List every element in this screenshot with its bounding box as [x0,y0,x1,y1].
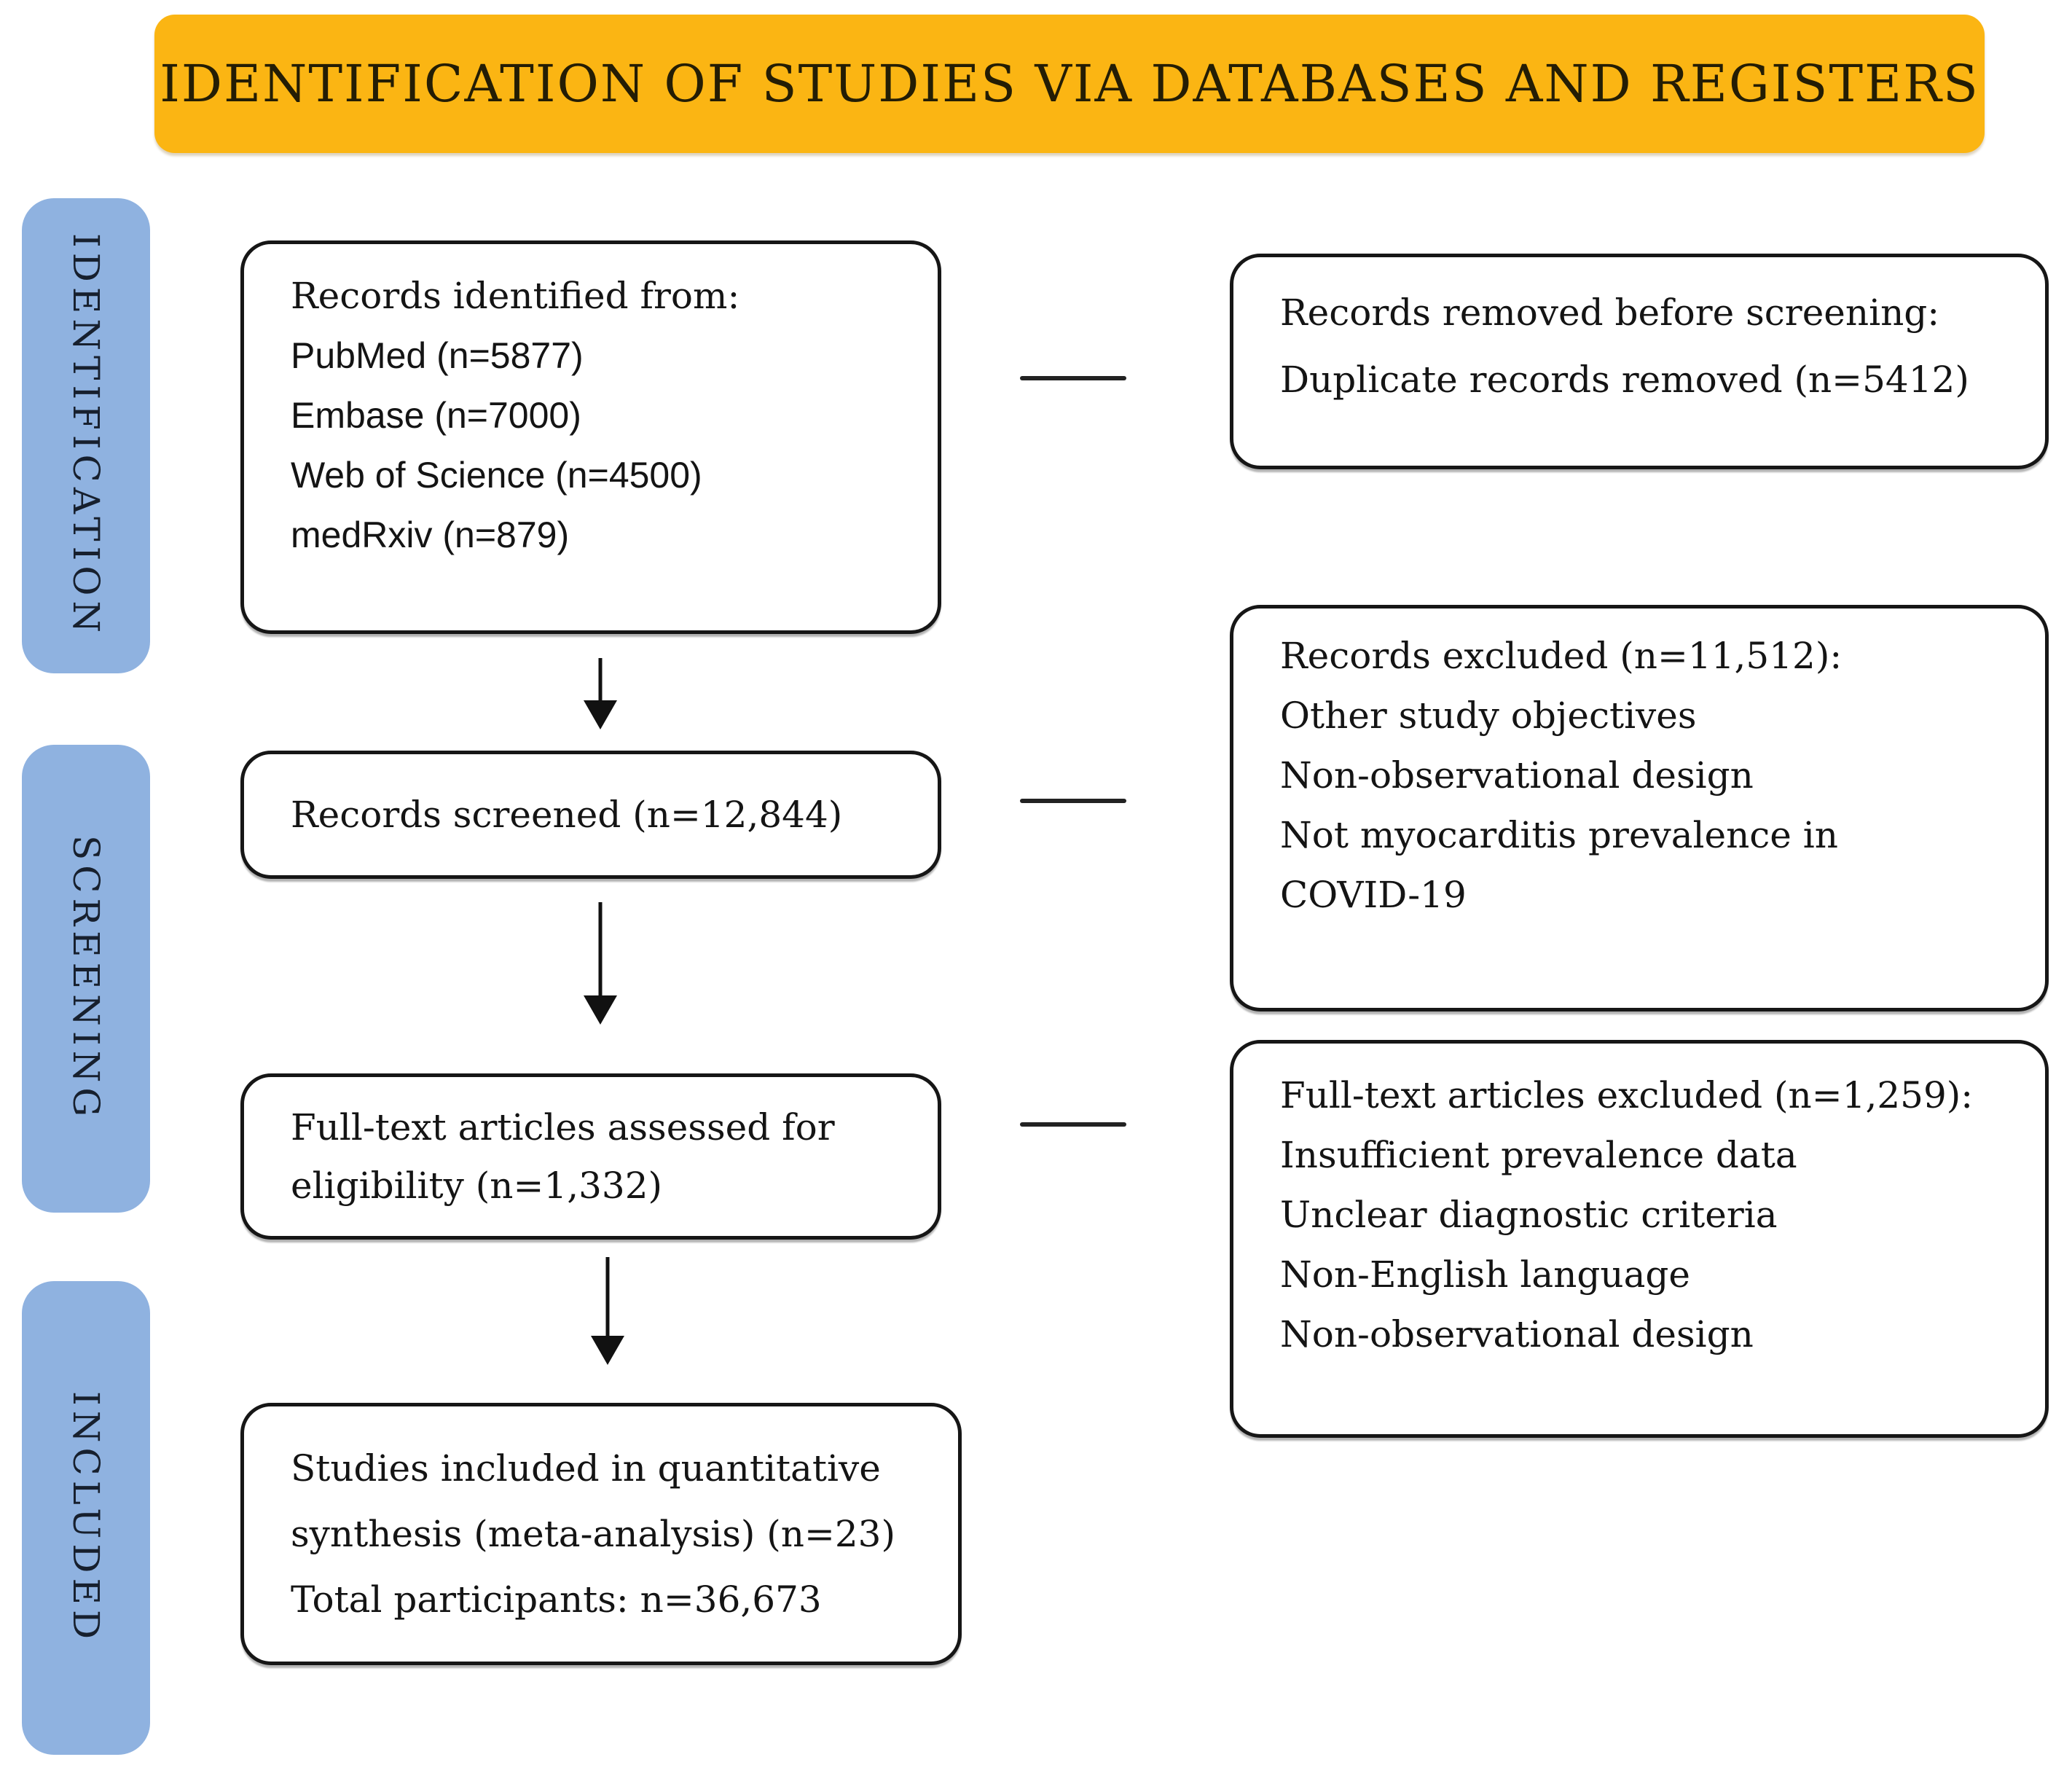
records-identified-embase: Embase (n=7000) [291,395,581,436]
flow-arrow-2 [583,902,618,1026]
records-identified-web-of-science: Web of Science (n=4500) [291,455,702,496]
connector-line-3 [1020,1122,1126,1127]
studies-included-line-2: synthesis (meta-analysis) (n=23) [291,1513,896,1555]
box-fulltext-excluded [1230,1040,2049,1438]
records-excluded-reason-1: Other study objectives [1280,694,1697,737]
fulltext-excluded-reason-4: Non-observational design [1280,1313,1754,1355]
records-screened-label: Records screened (n=12,844) [291,794,843,836]
stage-included-label: INCLUDED [65,1391,107,1645]
connector-line-2 [1020,799,1126,803]
arrow-head [584,995,617,1025]
studies-included-line-1: Studies included in quantitative [291,1447,881,1490]
connector-line-1 [1020,376,1126,380]
box-records-excluded [1230,605,2049,1011]
stage-screening [22,745,150,1213]
fulltext-excluded-reason-3: Non-English language [1280,1253,1691,1296]
box-studies-included [240,1403,962,1665]
records-excluded-reason-3b: COVID-19 [1280,874,1467,916]
flow-arrow-1 [583,658,618,731]
box-records-identified [240,240,941,634]
records-excluded-reason-2: Non-observational design [1280,754,1754,797]
stage-screening-label: SCREENING [65,835,107,1122]
records-identified-medrxiv: medRxiv (n=879) [291,514,570,555]
stage-included [22,1281,150,1755]
records-identified-pubmed: PubMed (n=5877) [291,335,584,376]
box-records-removed [1230,254,2049,469]
fulltext-excluded-heading: Full-text articles excluded (n=1,259): [1280,1074,1974,1116]
stage-identification [22,198,150,673]
records-removed-heading: Records removed before screening: [1280,291,1940,334]
arrow-shaft [599,658,603,700]
records-excluded-reason-3: Not myocarditis prevalence in [1280,814,1838,856]
records-identified-heading: Records identified from: [291,275,740,317]
studies-included-participants: Total participants: n=36,673 [291,1578,822,1621]
stage-identification-label: IDENTIFICATION [65,233,107,638]
fulltext-excluded-reason-1: Insufficient prevalence data [1280,1134,1797,1176]
title-banner [154,15,1985,153]
arrow-head [591,1336,624,1365]
fulltext-excluded-reason-2: Unclear diagnostic criteria [1280,1194,1778,1236]
box-fulltext-assessed [240,1073,941,1240]
arrow-shaft [599,902,603,995]
fulltext-assessed-line-2: eligibility (n=1,332) [291,1165,663,1207]
diagram-title: IDENTIFICATION OF STUDIES VIA DATABASES AND REGISTERS [160,54,1979,114]
arrow-head [584,700,617,729]
box-records-screened [240,751,941,879]
fulltext-assessed-line-1: Full-text articles assessed for [291,1106,835,1148]
records-excluded-heading: Records excluded (n=11,512): [1280,635,1843,677]
flow-arrow-3 [590,1257,625,1366]
arrow-shaft [606,1257,610,1336]
records-removed-duplicates: Duplicate records removed (n=5412) [1280,359,1969,401]
